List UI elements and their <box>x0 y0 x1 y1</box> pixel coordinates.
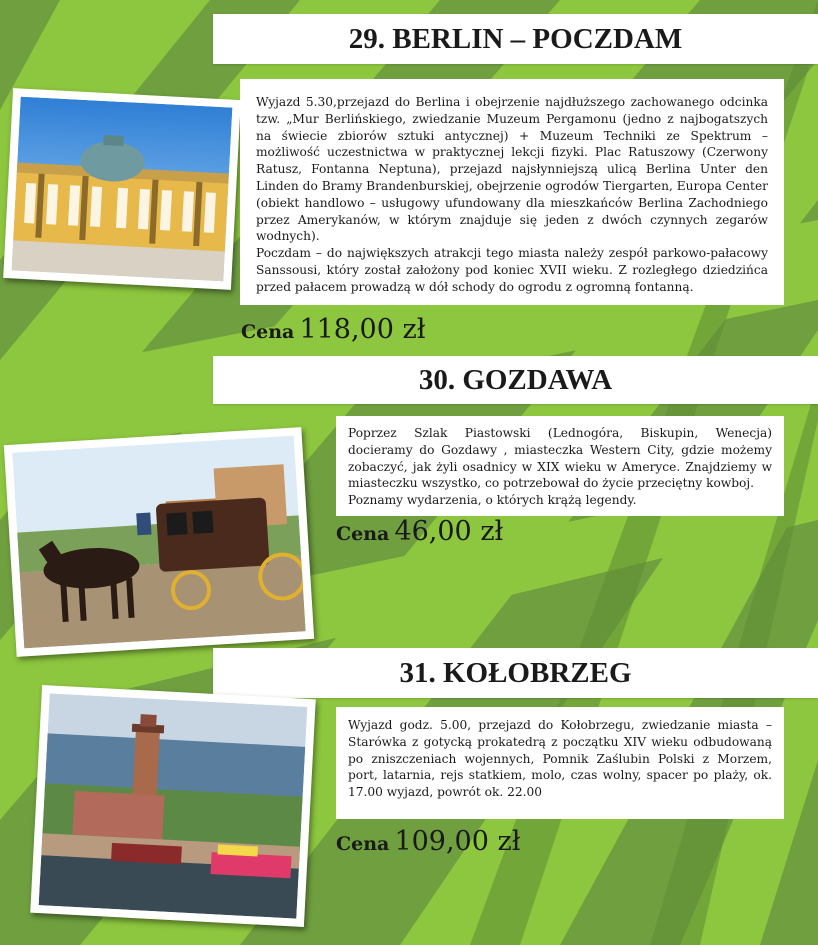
offer-price-berlin <box>241 314 425 345</box>
price-label: Cena <box>336 523 390 545</box>
description-paragraph: Wyjazd godz. 5.00, przejazd do Kołobrzegu, zwiedzanie miasta – Starówka z gotycką prokatedrą z początku XIV wieku odbudowaną po zniszczeniach wojennych, Pomnik Zaślubin Polski z Morzem, port, latarnia, rejs statkiem, molo, czas wolny, spacer po plaży, ok. 17.00 wyjazd, powrót ok. 22.00 <box>348 718 772 800</box>
offer-title-kolobrzeg: 31. KOŁOBRZEG <box>213 648 818 698</box>
offer-title-gozdawa: 30. GOZDAWA <box>213 356 818 404</box>
price-value: 109,00 zł <box>394 826 521 857</box>
description-paragraph: Poznamy wydarzenia, o których krążą legendy. <box>348 493 637 508</box>
price-label: Cena <box>241 321 295 343</box>
description-paragraph: Poczdam – do największych atrakcji tego miasta należy zespół parkowo-pałacowy Sanssousi, który został założony pod koniec XVII wieku. Z rozległego dziedzińca przed pałacem prowadzą w dół schody do ogrodu z ogromną fontanną. <box>256 246 768 294</box>
price-label: Cena <box>336 833 390 855</box>
price-value: 118,00 zł <box>299 314 426 345</box>
western-city-carriage-photo <box>4 427 314 657</box>
offer-description-kolobrzeg <box>336 707 784 819</box>
sanssouci-palace-photo <box>3 88 241 290</box>
offer-title-berlin: 29. BERLIN – POCZDAM <box>213 14 818 64</box>
description-paragraph: Wyjazd 5.30,przejazd do Berlina i obejrzenie najdłuższego zachowanego odcinka tzw. „Mur Berlińskiego, zwiedzanie Muzeum Pergamonu (jedno z najbogatszych na świecie zbiorów sztuki antycznej) + Muzeum Techniki ze Spektrum – możliwość uczestnictwa w praktycznej lekcji fizyki. Plac Ratuszowy (Czerwony Ratusz, Fontanna Neptuna), przejazd najsłynniejszą ulicą Berlina Unter den Linden do Bramy Brandenburskiej, obejrzenie ogrodów Tiergarten, Europa Center (obiekt handlowo – usługowy ufundowany dla mieszkańców Berlina Zachodniego przez Amerykanów, w którym znajduje się jeden z dwóch czynnych zegarów wodnych). <box>256 95 768 244</box>
price-value: 46,00 zł <box>394 516 504 547</box>
offer-description-berlin <box>240 79 784 305</box>
kolobrzeg-lighthouse-photo <box>30 685 316 927</box>
offer-price-kolobrzeg <box>336 826 520 857</box>
description-paragraph: Poprzez Szlak Piastowski (Lednogóra, Biskupin, Wenecja) docieramy do Gozdawy , miasteczka Western City, gdzie możemy zobaczyć, jak żyli osadnicy w XIX wieku w Ameryce. Znajdziemy w miasteczku wszystko, co potrzebował do życie przeciętny kowboj. <box>348 426 772 491</box>
offer-price-gozdawa <box>336 516 503 547</box>
offer-description-gozdawa <box>336 416 784 516</box>
